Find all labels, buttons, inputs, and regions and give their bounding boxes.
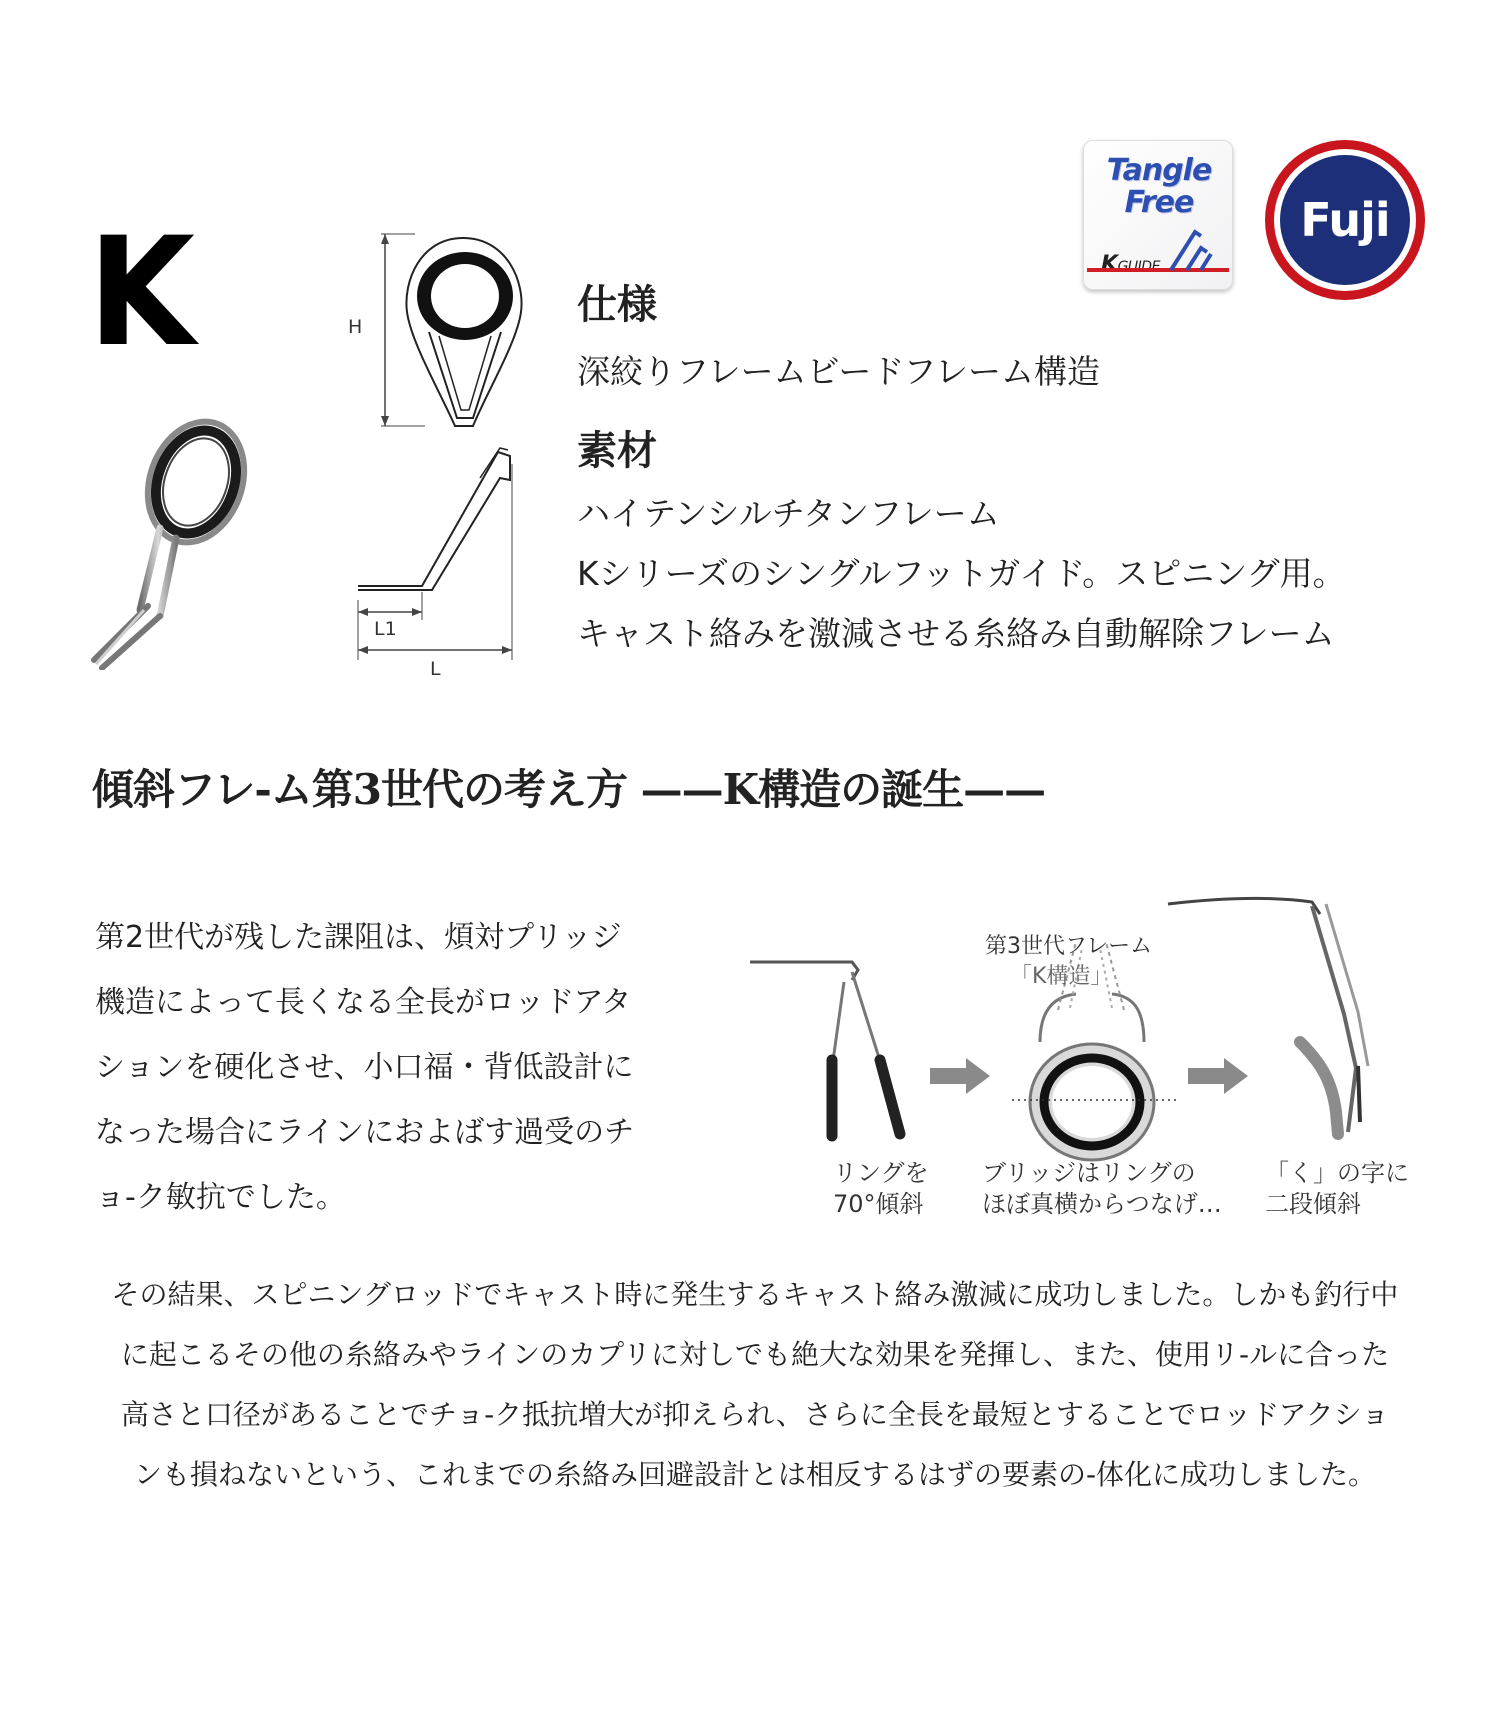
tangle-free-logo-sub-guide: GUIDE (1117, 259, 1160, 275)
result-line: に起こるその他の糸絡みやラインのカプリに対しでも絶大な効果を発揮し、また、使用リ-ルに合った (120, 1338, 1390, 1371)
intro-line: 機造によって長くなる全長がロッドアタ (95, 985, 632, 1020)
material-line-3: キャスト絡みを激減させる糸絡み自動解除フレーム (577, 614, 1335, 653)
tangle-free-logo-sub-k: K (1101, 252, 1118, 277)
intro-line: なった場合にラインにおよばす過受のチ (95, 1115, 635, 1150)
fuji-logo-word: Fuji (1300, 193, 1390, 247)
tangle-free-logo-line1: Tangle (1106, 153, 1212, 188)
result-line: 高さと口径があることでチョ-ク抵抗増大が抑えられ、さらに全長を最短とすることでロッドアクショ (120, 1398, 1390, 1431)
intro-line: ョ-ク敏抗でした。 (95, 1180, 346, 1215)
material-line-2: Kシリーズのシングルフットガイド。スピニング用。 (577, 554, 1346, 593)
result-line: その結果、スピニングロッドでキャスト時に発生するキャスト絡み激減に成功しました。しかも釣行中 (111, 1278, 1399, 1311)
caption-left-line: リングを (833, 1159, 929, 1187)
caption-middle-line: ブリッジはリングの (982, 1159, 1196, 1187)
dimension-l-label: L (430, 658, 441, 680)
intro-line: 第2世代が残した課阻は、煩対プリッジ (95, 920, 622, 955)
intro-paragraph (95, 905, 655, 1230)
result-paragraph (90, 1265, 1420, 1505)
guide-photo-image (88, 410, 258, 670)
spec-text: 深絞りフレームビードフレーム構造 (577, 352, 1101, 391)
material-heading: 素材 (577, 428, 657, 474)
caption-right-line: 二段傾斜 (1265, 1190, 1361, 1218)
tangle-free-logo-line2: Free (1124, 185, 1194, 220)
front-view-diagram (345, 232, 535, 432)
tangle-free-logo (1083, 140, 1233, 290)
caption-left-line: 70°傾斜 (833, 1190, 924, 1218)
guide-silhouette-icon (1083, 140, 1233, 290)
caption-right-line: 「く」の字に (1265, 1159, 1409, 1187)
dimension-l1-label: L1 (374, 618, 397, 640)
caption-left (833, 1158, 929, 1220)
frame-title-label: 第3世代フレーム (985, 934, 1153, 959)
section-title: 傾斜フレ-ム第3世代の考え方 ——K構造の誕生—— (92, 765, 1046, 814)
caption-middle-line: ほぼ真横からつなげ… (982, 1190, 1222, 1218)
dimension-h-label: H (348, 316, 363, 338)
frame-subtitle-label: 「K構造」 (1010, 964, 1113, 989)
result-line: ンも損ねないという、これまでの糸絡み回避設計とは相反するはずの要素の-体化に成功しました。 (133, 1458, 1377, 1491)
fuji-logo (1265, 140, 1425, 300)
spec-heading: 仕様 (577, 282, 657, 328)
product-letter: K (88, 206, 192, 380)
caption-right (1265, 1158, 1409, 1220)
caption-middle (982, 1158, 1222, 1220)
material-line-1: ハイテンシルチタンフレーム (577, 494, 1000, 533)
intro-line: ションを硬化させ、小口福・背低設計に (95, 1050, 634, 1085)
